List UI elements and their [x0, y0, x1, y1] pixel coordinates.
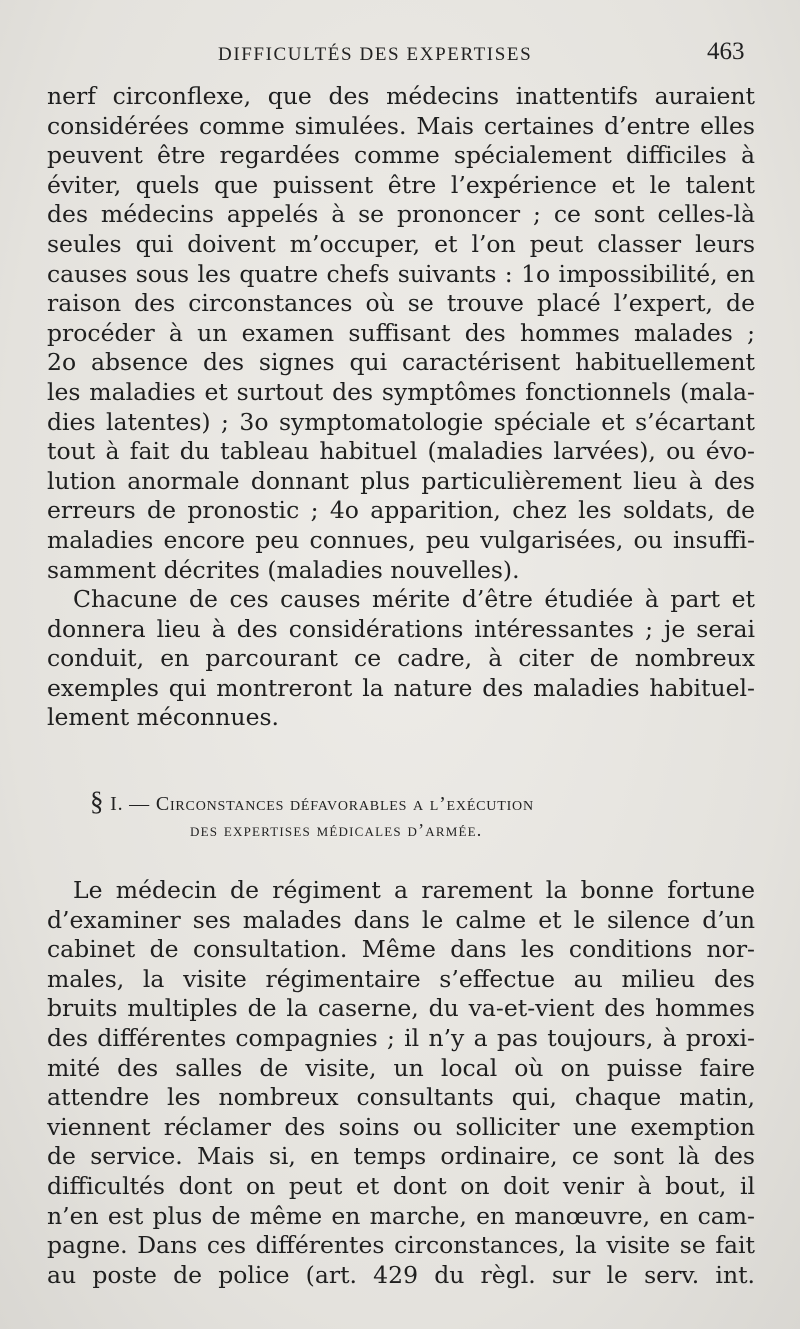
text-line: procéder à un examen suffisant des hommes malades ; [47, 318, 755, 347]
text-line: des médecins appelés à se prononcer ; ce sont celles-là [47, 200, 755, 229]
text-line: difficultés dont on peut et dont on doit venir à bout, il [47, 1171, 755, 1200]
section-title-line-1: Circonstances défavorables a l’exécution [155, 793, 534, 815]
text-line: d’examiner ses malades dans le calme et le silence d’un [47, 905, 755, 934]
text-line: 2o absence des signes qui caractérisent habituellement [47, 348, 755, 377]
paragraph-3 [47, 876, 755, 1290]
text-line: mité des salles de visite, un local où on puisse faire [47, 1053, 755, 1082]
running-head [0, 38, 800, 72]
text-line: dies latentes) ; 3o symptomatologie spéciale et s’écartant [47, 407, 755, 436]
text-line: lement méconnues. [47, 703, 280, 732]
text-line: cabinet de consultation. Même dans les conditions nor- [47, 935, 755, 964]
text-line: exemples qui montreront la nature des maladies habituel- [47, 673, 755, 702]
text-line: raison des circonstances où se trouve placé l’expert, de [47, 289, 755, 318]
paragraph-1 [47, 82, 755, 585]
running-title: DIFFICULTÉS DES EXPERTISES [218, 44, 533, 65]
text-line: tout à fait du tableau habituel (maladies larvées), ou évo- [47, 437, 755, 466]
text-line: des différentes compagnies ; il n’y a pas toujours, à proxi- [47, 1023, 755, 1052]
text-line: n’en est plus de même en marche, en manœuvre, en cam- [47, 1201, 755, 1230]
section-title-line-2: des expertises médicales d’armée. [190, 820, 483, 840]
text-line: peuvent être regardées comme spécialement difficiles à [47, 141, 755, 170]
text-line: Le médecin de régiment a rarement la bonne fortune [73, 876, 755, 904]
section-symbol: § [90, 786, 105, 816]
text-line: samment décrites (maladies nouvelles). [47, 555, 520, 584]
text-line: seules qui doivent m’occuper, et l’on peut classer leurs [47, 229, 755, 258]
text-line: erreurs de pronostic ; 4o apparition, chez les soldats, de [47, 496, 755, 525]
text-line: nerf circonflexe, que des médecins inattentifs auraient [47, 82, 755, 110]
text-line: causes sous les quatre chefs suivants : 1o impossibilité, en [47, 259, 755, 288]
text-line: Chacune de ces causes mérite d’être étudiée à part et [73, 585, 755, 613]
text-line: de service. Mais si, en temps ordinaire, ce sont là des [47, 1142, 755, 1171]
text-line: males, la visite régimentaire s’effectue au milieu des [47, 964, 755, 993]
text-line: considérées comme simulées. Mais certaines d’entre elles [47, 111, 755, 140]
text-line: bruits multiples de la caserne, du va-et-vient des hommes [47, 994, 755, 1023]
section-number: I. — [110, 793, 150, 815]
text-line: viennent réclamer des soins ou solliciter une exemption [47, 1112, 755, 1141]
text-line: donnera lieu à des considérations intéressantes ; je serai [47, 614, 755, 643]
text-line: les maladies et surtout des symptômes fonctionnels (mala- [47, 377, 755, 406]
paragraph-2 [47, 585, 755, 733]
text-line: lution anormale donnant plus particulièrement lieu à des [47, 466, 755, 495]
text-line: maladies encore peu connues, peu vulgarisées, ou insuffi- [47, 525, 755, 554]
text-line: au poste de police (art. 429 du règl. sur le serv. int. [47, 1260, 755, 1289]
text-line: attendre les nombreux consultants qui, chaque matin, [47, 1083, 755, 1112]
text-line: éviter, quels que puissent être l’expérience et le talent [47, 170, 755, 199]
text-line: pagne. Dans ces différentes circonstances, la visite se fait [47, 1231, 755, 1260]
page-number: 463 [707, 38, 745, 65]
text-line: conduit, en parcourant ce cadre, à citer de nombreux [47, 644, 755, 673]
section-heading-line-1 [90, 786, 534, 817]
